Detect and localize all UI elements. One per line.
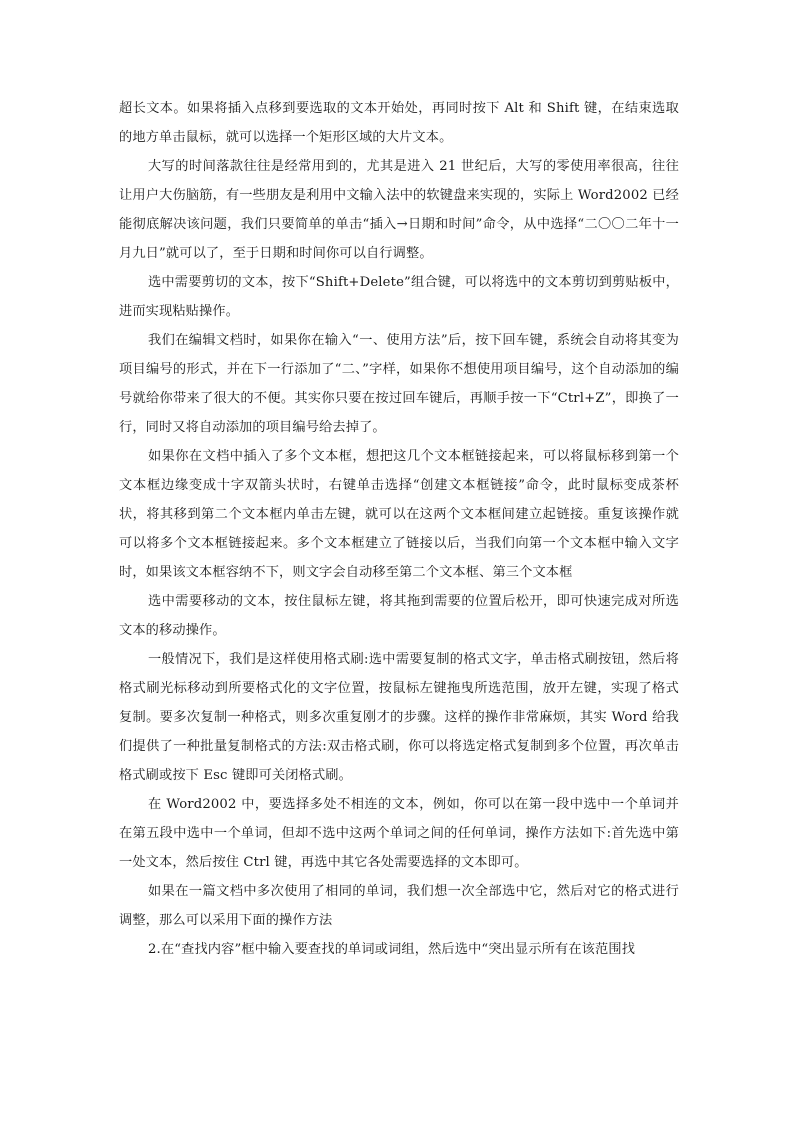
- paragraph-9: 如果在一篇文档中多次使用了相同的单词，我们想一次全部选中它，然后对它的格式进行调整，那么可以采用下面的操作方法: [119, 884, 679, 928]
- paragraph-7: 一般情况下，我们是这样使用格式刷:选中需要复制的格式文字，单击格式刷按钮，然后将格式刷光标移动到所要格式化的文字位置，按鼠标左键拖曳所选范围，放开左键，实现了格式复制。要多次复制一种格式，则多次重复刚才的步骤。这样的操作非常麻烦，其实 Word 给我们提供了一种批量复制格式的方法:双击格式刷，你可以将选定格式复制到多个位置，再次单击格式刷或按下 Esc 键即可关闭格式刷。: [119, 652, 679, 783]
- paragraph-6: 选中需要移动的文本，按住鼠标左键，将其拖到需要的位置后松开，即可快速完成对所选文本的移动操作。: [119, 594, 679, 638]
- paragraph-8: 在 Word2002 中，要选择多处不相连的文本，例如，你可以在第一段中选中一个单词并在第五段中选中一个单词，但却不选中这两个单词之间的任何单词，操作方法如下:首先选中第一处文本，然后按住 Ctrl 键，再选中其它各处需要选择的文本即可。: [119, 797, 679, 870]
- paragraph-4: 我们在编辑文档时，如果你在输入“一、使用方法”后，按下回车键，系统会自动将其变为项目编号的形式，并在下一行添加了“二、”字样，如果你不想使用项目编号，这个自动添加的编号就给你带来了很大的不便。其实你只要在按过回车键后，再顺手按一下“Ctrl+Z”，即换了一行，同时又将自动添加的项目编号给去掉了。: [119, 333, 679, 435]
- paragraph-5: 如果你在文档中插入了多个文本框，想把这几个文本框链接起来，可以将鼠标移到第一个文本框边缘变成十字双箭头状时，右键单击选择“创建文本框链接”命令，此时鼠标变成茶杯状，将其移到第二个文本框内单击左键，就可以在这两个文本框间建立起链接。重复该操作就可以将多个文本框链接起来。多个文本框建立了链接以后，当我们向第一个文本框中输入文字时，如果该文本框容纳不下，则文字会自动移至第二个文本框、第三个文本框: [119, 449, 679, 580]
- paragraph-3: 选中需要剪切的文本，按下“Shift+Delete”组合键，可以将选中的文本剪切到剪贴板中，进而实现粘贴操作。: [119, 275, 679, 319]
- document-page: [119, 94, 679, 964]
- paragraph-2: 大写的时间落款往往是经常用到的，尤其是进入 21 世纪后，大写的零使用率很高，往往让用户大伤脑筋，有一些朋友是利用中文输入法中的软键盘来实现的，实际上 Word2002 已经能彻底解决该问题，我们只要简单的单击“插入→日期和时间”命令，从中选择“二〇〇二年十一月九日”就可以了，至于日期和时间你可以自行调整。: [119, 159, 679, 261]
- paragraph-1: 超长文本。如果将插入点移到要选取的文本开始处，再同时按下 Alt 和 Shift 键，在结束选取的地方单击鼠标，就可以选择一个矩形区域的大片文本。: [119, 101, 679, 145]
- paragraph-10: 2.在“查找内容”框中输入要查找的单词或词组，然后选中“突出显示所有在该范围找: [148, 942, 636, 957]
